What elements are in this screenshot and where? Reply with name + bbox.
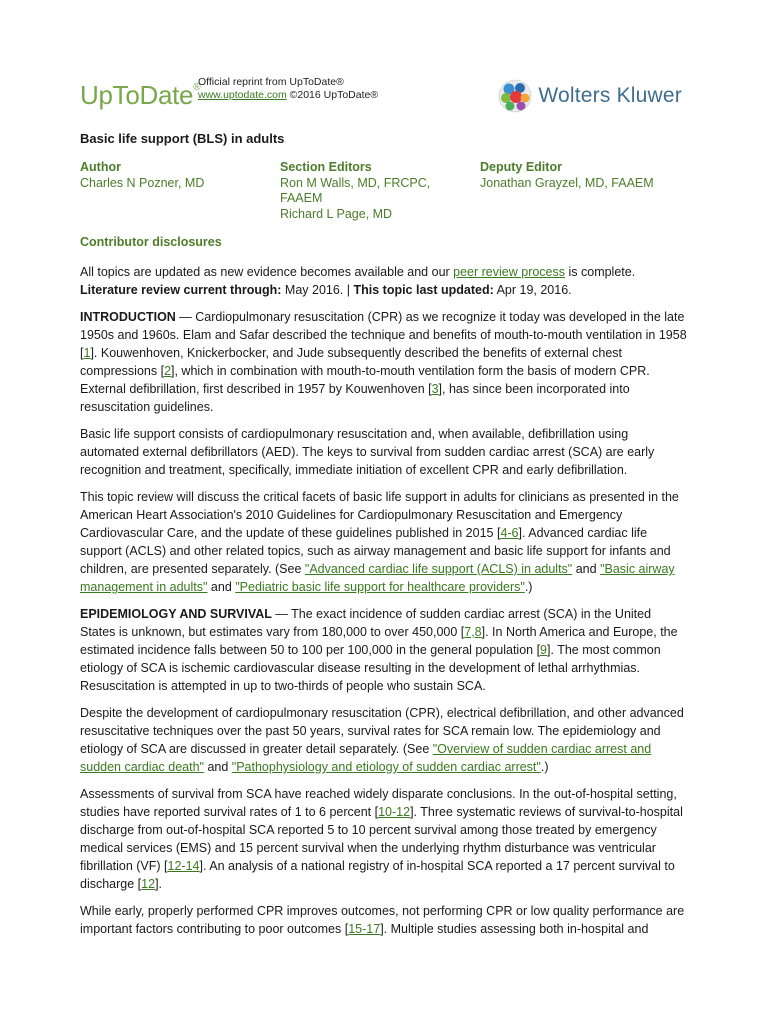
article-paragraph xyxy=(80,605,688,695)
paragraph-text: and xyxy=(203,760,232,774)
wolters-kluwer-globe-icon xyxy=(498,79,532,113)
article-paragraph xyxy=(80,488,688,596)
paragraph-text: Despite the development of cardiopulmonary resuscitation (CPR), electrical defibrillation, and other advanced resuscitative techniques over the past 50 years, survival rates for SCA remain low. The epidemiology and etiology of SCA are discussed in greater detail separately. (See xyxy=(80,706,684,756)
paragraph-text: ]. Kouwenhoven, Knickerbocker, and Jude subsequently described the benefits of external chest compressions [ xyxy=(80,346,623,378)
section-heading: EPIDEMIOLOGY AND SURVIVAL xyxy=(80,607,272,621)
reprint-line: Official reprint from UpToDate® xyxy=(198,76,344,88)
paragraph-text: .) xyxy=(540,760,549,774)
paragraph-text: While early, properly performed CPR improves outcomes, not performing CPR or low quality performance are important factors contributing to poor outcomes [ xyxy=(80,904,685,936)
author-name[interactable]: Charles N Pozner, MD xyxy=(80,175,205,190)
editor-name[interactable]: FAAEM xyxy=(280,191,323,205)
uptodate-link[interactable]: www.uptodate.com xyxy=(198,89,287,101)
author-heading: Author xyxy=(80,160,121,174)
section-heading: INTRODUCTION xyxy=(80,310,176,324)
reference-link[interactable]: "Overview of sudden cardiac arrest and sudden cardiac death" xyxy=(80,742,652,774)
last-updated-label: This topic last updated: xyxy=(353,283,494,297)
review-status: All topics are updated as new evidence becomes available and our peer review process is complete. Literature review current through: May 2016. | This topic last updated: Apr 19, 2016. xyxy=(80,265,636,297)
paragraph-text: Assessments of survival from SCA have reached widely disparate conclusions. In the out-of-hospital setting, studies have reported survival rates of 1 to 6 percent [ xyxy=(80,787,677,819)
paragraph-text: ]. xyxy=(155,877,163,891)
paragraph-text: .) xyxy=(524,580,533,594)
paragraph-text: ]. In North America and Europe, the estimated incidence falls between 50 to 100 per 100,000 in the general population [ xyxy=(80,625,678,657)
reference-link[interactable]: 12-14 xyxy=(167,859,200,873)
paragraph-text: ], which in combination with mouth-to-mouth ventilation form the basis of modern CPR. External defibrillation, first described in 1957 by Kouwenhoven [ xyxy=(80,364,650,396)
editor-name[interactable]: Ron M Walls, MD, FRCPC, xyxy=(280,175,431,190)
contributor-disclosures-link[interactable]: Contributor disclosures xyxy=(80,235,222,249)
reference-link[interactable]: 12 xyxy=(141,877,156,891)
paragraph-text: ]. Advanced cardiac life support (ACLS) and other related topics, such as airway management and basic life support for infants and children, are presented separately. (See xyxy=(80,526,671,576)
reference-link[interactable]: "Pediatric basic life support for healthcare providers" xyxy=(235,580,525,594)
paragraph-text: ]. Three systematic reviews of survival-to-hospital discharge from out-of-hospital SCA reported 5 to 10 percent survival among those treated by emergency medical services (EMS) and 15 percent survival when the underlying rhythm disturbance was ventricular fibrillation (VF) [ xyxy=(80,805,683,873)
author-column xyxy=(80,160,280,222)
paragraph-text: ]. An analysis of a national registry of in-hospital SCA reported a 17 percent survival to discharge [ xyxy=(80,859,675,891)
paragraph-text: — Cardiopulmonary resuscitation (CPR) as we recognize it today was developed in the late 1950s and 1960s. Elam and Safar described the technique and benefits of mouth-to-mouth ventilation in 1958 [ xyxy=(80,310,687,360)
reference-link[interactable]: "Pathophysiology and etiology of sudden cardiac arrest" xyxy=(231,760,541,774)
paragraph-text: ], has since been incorporated into resuscitation guidelines. xyxy=(80,382,630,414)
reference-link[interactable]: "Advanced cardiac life support (ACLS) in adults" xyxy=(304,562,573,576)
paragraph-text: ]. The most common etiology of SCA is ischemic cardiovascular disease resulting in the development of lethal arrhythmias. Resuscitation is attempted in up to two-thirds of people who sustain SCA. xyxy=(80,643,661,693)
article-paragraph xyxy=(80,308,688,416)
article-paragraph xyxy=(80,785,688,893)
article-paragraph xyxy=(80,425,688,479)
reference-link[interactable]: 10-12 xyxy=(378,805,411,819)
article-title: Basic life support (BLS) in adults xyxy=(80,131,285,146)
deputy-editor-heading: Deputy Editor xyxy=(480,160,562,174)
paragraph-text: — The exact incidence of sudden cardiac arrest (SCA) in the United States is unknown, but estimates vary from 180,000 to over 450,000 [ xyxy=(80,607,652,639)
peer-review-link[interactable]: peer review process xyxy=(453,265,566,279)
reference-link[interactable]: 7,8 xyxy=(464,625,482,639)
paragraph-text: ]. Multiple studies assessing both in-hospital and xyxy=(380,922,649,936)
reference-link[interactable]: 1 xyxy=(83,346,91,360)
section-editors-heading: Section Editors xyxy=(280,160,372,174)
paragraph-text: and xyxy=(207,580,236,594)
reference-link[interactable]: 4-6 xyxy=(500,526,519,540)
wolters-kluwer-logo xyxy=(498,76,682,116)
editor-name[interactable]: Richard L Page, MD xyxy=(280,206,393,221)
paragraph-text: Basic life support consists of cardiopulmonary resuscitation and, when available, defibrillation using automated external defibrillators (AED). The keys to survival from sudden cardiac arrest (SCA) are early recognition and treatment, specifically, immediate initiation of excellent CPR and early defibrillation. xyxy=(80,427,655,477)
reference-link[interactable]: 9 xyxy=(540,643,547,657)
reference-link[interactable]: "Basic airway management in adults" xyxy=(80,562,675,594)
article-body xyxy=(80,263,688,947)
section-editors-column xyxy=(280,160,480,222)
literature-review-label: Literature review current through: xyxy=(80,283,282,297)
authors-section xyxy=(80,160,688,222)
article-paragraph xyxy=(80,902,688,938)
reprint-notice: Official reprint from UpToDate® www.uptodate.com ©2016 UpToDate® xyxy=(198,76,379,101)
article-paragraph xyxy=(80,704,688,776)
header xyxy=(80,74,688,114)
reference-link[interactable]: 3 xyxy=(431,382,439,396)
paragraph-text: and xyxy=(572,562,601,576)
publisher-name: Wolters Kluwer xyxy=(538,84,682,107)
deputy-editor-column xyxy=(480,160,688,222)
reference-link[interactable]: 2 xyxy=(164,364,172,378)
paragraph-text: This topic review will discuss the critical facets of basic life support in adults for clinicians as presented in the American Heart Association's 2010 Guidelines for Cardiopulmonary Resuscitation and Emergency Cardiovascular Care, and the update of these guidelines published in 2015 [ xyxy=(80,490,679,540)
uptodate-logo: UpToDate® xyxy=(80,80,201,110)
deputy-editor-name[interactable]: Jonathan Grayzel, MD, FAAEM xyxy=(480,175,654,190)
reference-link[interactable]: 15-17 xyxy=(348,922,381,936)
